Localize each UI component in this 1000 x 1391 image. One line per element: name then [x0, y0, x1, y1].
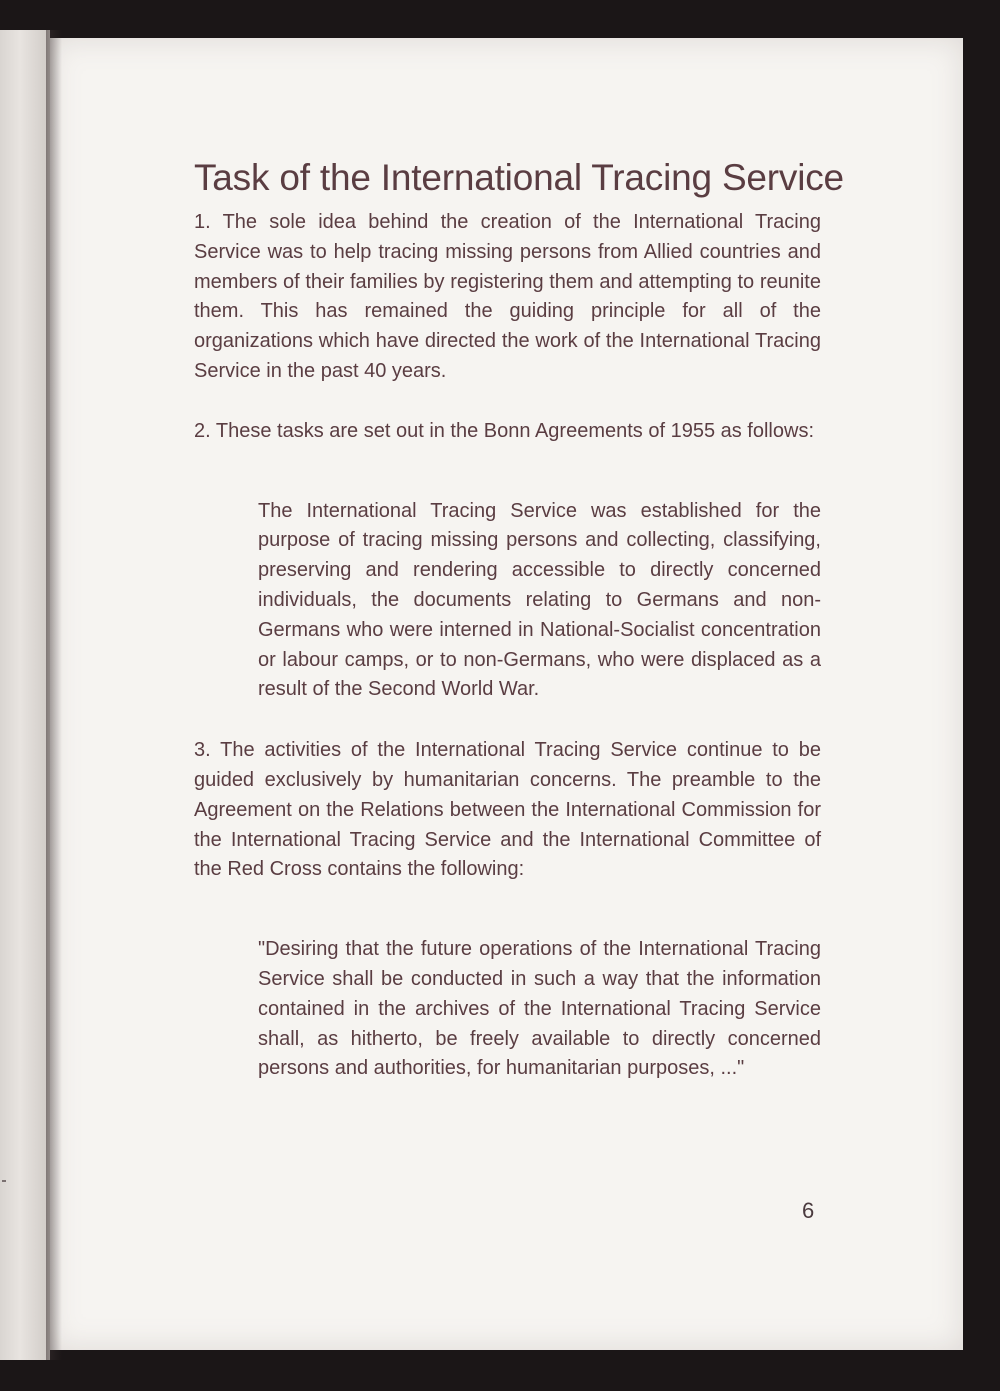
- indented-quote-bonn-agreements: The International Tracing Service was established for the purpose of tracing missing persons and collecting, classifying, preserving and rendering accessible to directly concerned individuals, the documents relating to Germans and non-Germans who were interned in National-Socialist concentration or labour camps, or to non-Germans, who were displaced as a result of the Second World War.: [258, 499, 821, 701]
- gutter-shadow: [46, 30, 62, 1360]
- page-title: Task of the International Tracing Service: [194, 157, 844, 198]
- indented-quote-preamble: "Desiring that the future operations of the International Tracing Service shall be conducted in such a way that the information contained in the archives of the International Tracing Service shall, as hitherto, be freely available to directly concerned persons and authorities, for humanitarian purposes, ...": [258, 938, 821, 1080]
- facing-page-edge: [0, 30, 50, 1360]
- scan-speck: [2, 1180, 6, 1182]
- paragraph-1: 1. The sole idea behind the creation of the International Tracing Service was to help tracing missing persons from Allied countries and members of their families by registering them and attempting to reunite them. This has remained the guiding principle for all of the organizations which have directed the work of the International Tracing Service in the past 40 years.: [194, 211, 821, 382]
- page-content: [194, 156, 844, 1084]
- paragraph-2: 2. These tasks are set out in the Bonn Agreements of 1955 as follows:: [194, 419, 814, 442]
- page-number: 6: [802, 1198, 815, 1223]
- paragraph-3: 3. The activities of the International Tracing Service continue to be guided exclusively by humanitarian concerns. The preamble to the Agreement on the Relations between the International Commission for the International Tracing Service and the International Committee of the Red Cross contains the following:: [194, 739, 821, 881]
- document-page: [50, 38, 963, 1350]
